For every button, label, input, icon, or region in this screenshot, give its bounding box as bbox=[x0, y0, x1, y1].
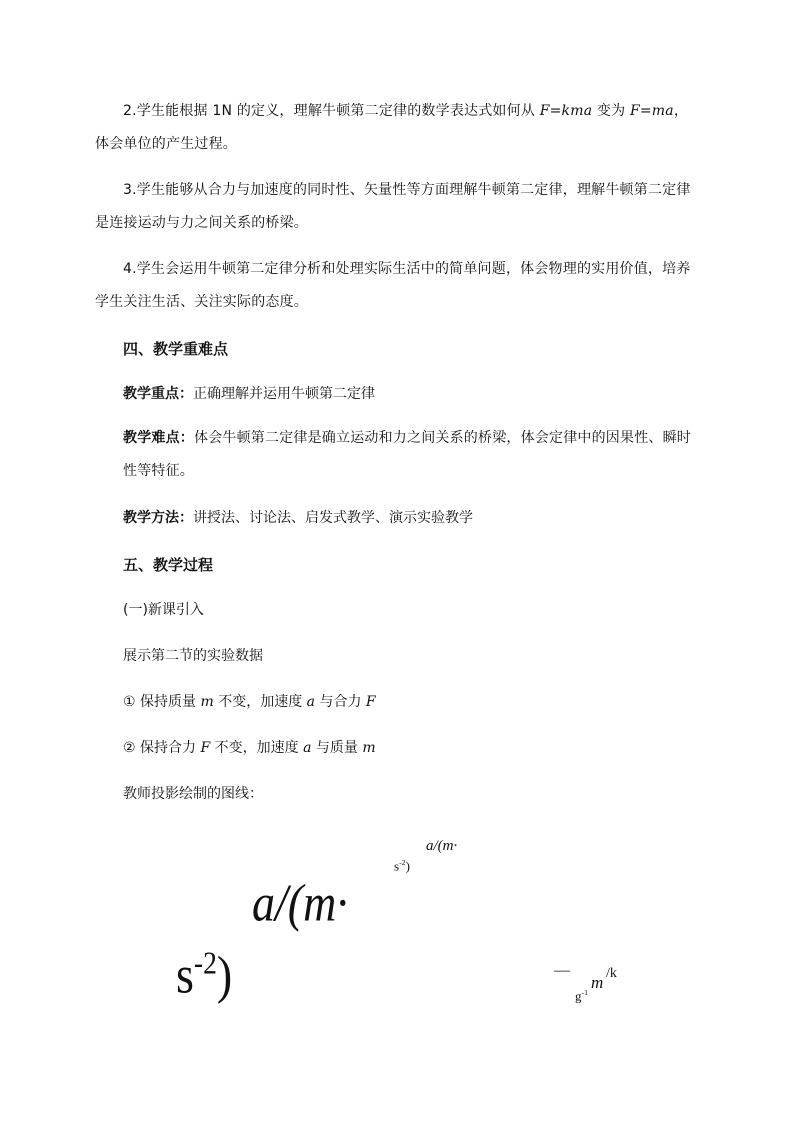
small-s-close: ) bbox=[405, 858, 410, 874]
key-point bbox=[123, 384, 375, 404]
graph-intro: 教师投影绘制的图线： bbox=[123, 786, 263, 802]
small-axis-label-k: /k bbox=[606, 966, 617, 981]
difficulty-text: 体会牛顿第二定律是确立运动和力之间关系的桥梁，体会定律中的因果性、瞬时性等特征。 bbox=[123, 430, 691, 479]
section-5-heading: 五、教学过程 bbox=[123, 556, 214, 574]
condition-2-text-b: 不变，加速度 bbox=[210, 740, 304, 756]
objective-2-text-a: 2.学生能根据 1N 的定义，理解牛顿第二定律的数学表达式如何从 bbox=[123, 103, 540, 119]
var-a: a bbox=[303, 740, 312, 756]
circled-one-marker: ① bbox=[123, 694, 136, 710]
var-f: F bbox=[365, 694, 376, 710]
g-exp: -1 bbox=[581, 988, 588, 997]
small-a-text: a/(m· bbox=[426, 838, 458, 854]
objective-4: 4.学生会运用牛顿第二定律分析和处理实际生活中的简单问题，体会物理的实用价值，培养学生关注生活、关注实际的态度。 bbox=[95, 261, 691, 310]
small-s-text: s bbox=[394, 858, 400, 874]
big-s-text: s bbox=[176, 945, 194, 1004]
objective-2-text-b: 变为 bbox=[592, 103, 630, 119]
condition-2 bbox=[123, 738, 376, 758]
circled-two-marker: ② bbox=[123, 740, 136, 756]
formula-f-kma: F=kma bbox=[539, 103, 593, 119]
show-data-line: 展示第二节的实验数据 bbox=[123, 648, 263, 664]
objective-2 bbox=[95, 95, 701, 161]
condition-1-text-c: 与合力 bbox=[315, 694, 366, 710]
g-text: g bbox=[575, 988, 582, 1004]
big-a-text: a/(m· bbox=[252, 873, 348, 932]
condition-2-text-a: 保持合力 bbox=[135, 740, 201, 756]
section-4-heading: 四、教学重难点 bbox=[123, 340, 229, 358]
small-axis-label-m bbox=[591, 973, 603, 993]
key-point-label: 教学重点： bbox=[123, 386, 193, 402]
big-s-exp: -2 bbox=[193, 944, 217, 981]
difficulty-label: 教学难点： bbox=[123, 430, 194, 446]
subheading-intro: (一)新课引入 bbox=[123, 602, 204, 618]
m-text: m bbox=[591, 973, 604, 992]
condition-1-text-a: 保持质量 bbox=[135, 694, 201, 710]
var-m: m bbox=[362, 740, 376, 756]
objective-2-text-c: ，体会单位的产生过程。 bbox=[95, 103, 689, 152]
key-point-text: 正确理解并运用牛顿第二定律 bbox=[193, 386, 375, 402]
small-axis-label-s bbox=[394, 858, 410, 874]
axis-dash: — bbox=[554, 962, 570, 979]
formula-f-ma: F=ma bbox=[629, 103, 674, 119]
condition-2-text-c: 与质量 bbox=[311, 740, 363, 756]
big-s-close: ) bbox=[216, 945, 233, 1004]
method-text: 讲授法、讨论法、启发式教学、演示实验教学 bbox=[193, 510, 473, 526]
condition-1-text-b: 不变，加速度 bbox=[213, 694, 307, 710]
small-axis-label-g bbox=[575, 988, 588, 1004]
big-axis-label-s bbox=[176, 944, 232, 1005]
var-a: a bbox=[306, 694, 316, 710]
small-axis-label-a bbox=[426, 838, 457, 855]
small-s-exp: -2 bbox=[399, 858, 406, 867]
objective-3: 3.学生能够从合力与加速度的同时性、矢量性等方面理解牛顿第二定律，理解牛顿第二定律是连接运动与力之间关系的桥梁。 bbox=[95, 182, 691, 231]
teaching-method bbox=[123, 508, 473, 528]
var-f: F bbox=[200, 740, 211, 756]
var-m: m bbox=[200, 694, 214, 710]
method-label: 教学方法： bbox=[123, 510, 193, 526]
difficulty-point bbox=[123, 422, 703, 488]
condition-1 bbox=[123, 692, 376, 712]
big-axis-label-a bbox=[252, 872, 348, 933]
